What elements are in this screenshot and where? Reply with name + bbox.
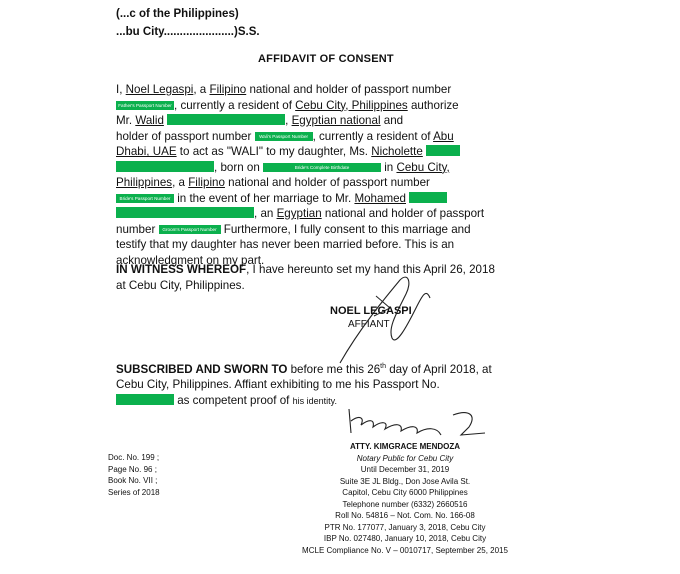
redaction-groom-name — [116, 207, 254, 218]
redaction-affiant-passport — [116, 394, 174, 405]
notary-name: ATTY. KIMGRACE MENDOZA — [349, 442, 461, 451]
redaction-father-passport: Father's Passport Number — [116, 101, 174, 110]
redaction-walid-surname — [167, 114, 285, 125]
redaction-bride-passport: Bride's Passport Number — [116, 194, 174, 203]
notary-block: ATTY. KIMGRACE MENDOZA Notary Public for Cebu City Until December 31, 2019 Suite 3E JL Bldg., Don Jose Avila St. Capitol, Cebu City 6000 Philippines Telephone number (6332) 2660516 Roll No. 54816 – Not. Com. No. 166-08 PTR No. 177077, January 3, 2018, Cebu City IBP No. 027480, January 10, 2018, Cebu City MCLE Compliance No. V – 0010717, September 25, 2015 — [290, 441, 520, 556]
redaction-daughter-surname — [426, 145, 460, 156]
document-title: AFFIDAVIT OF CONSENT — [258, 53, 394, 65]
affiant-name: NOEL LEGASPI — [330, 305, 412, 317]
jurat-clause: SUBSCRIBED AND SWORN TO before me this 26th day of April 2018, at Cebu City, Philippines. Affiant exhibiting to me his Passport No. as competent proof of his identity. — [116, 362, 492, 407]
redaction-birthdate: Bride's Complete Birthdate — [263, 163, 381, 172]
redaction-groom-surname — [409, 192, 447, 203]
redaction-wali-passport: Wali's Passport Number — [255, 132, 313, 141]
venue-city: ...bu City......................)S.S. — [116, 26, 260, 38]
witness-clause: IN WITNESS WHEREOF, I have hereunto set my hand this April 26, 2018 at Cebu City, Philippines. — [116, 263, 495, 292]
notary-signature — [345, 405, 495, 443]
affidavit-body: I, Noel Legaspi, a Filipino national and holder of passport number Father's Passport Number , currently a resident of Cebu City, Philippines authorize Mr. Walid , Egyptian national and holder of passport number Wali's Passport Number , currently a resident of Abu Dhabi, UAE to act as "WALI" to my daughter, Ms. Nicholette , born on Bride's Complete Birthdate in Cebu City, Philippines, a Filipino national and holder of passport number Bride's Passport Number in the event of her marriage to Mr. Mohamed , an Egyptian national and holder of passport number Groom's Passport Number Furthermore, I fully consent to this marriage and testify that my daughter has never been married before. This is an acknowledgment on my part. — [116, 83, 485, 267]
doc-info: Doc. No. 199 ; Page No. 96 ; Book No. VII ; Series of 2018 — [108, 453, 160, 497]
affiant-signature — [330, 268, 440, 368]
affiant-role: AFFIANT — [348, 319, 390, 330]
venue-country: (...c of the Philippines) — [116, 8, 239, 20]
redaction-groom-passport: Groom's Passport Number — [159, 225, 221, 234]
redaction-daughter-name — [116, 161, 214, 172]
